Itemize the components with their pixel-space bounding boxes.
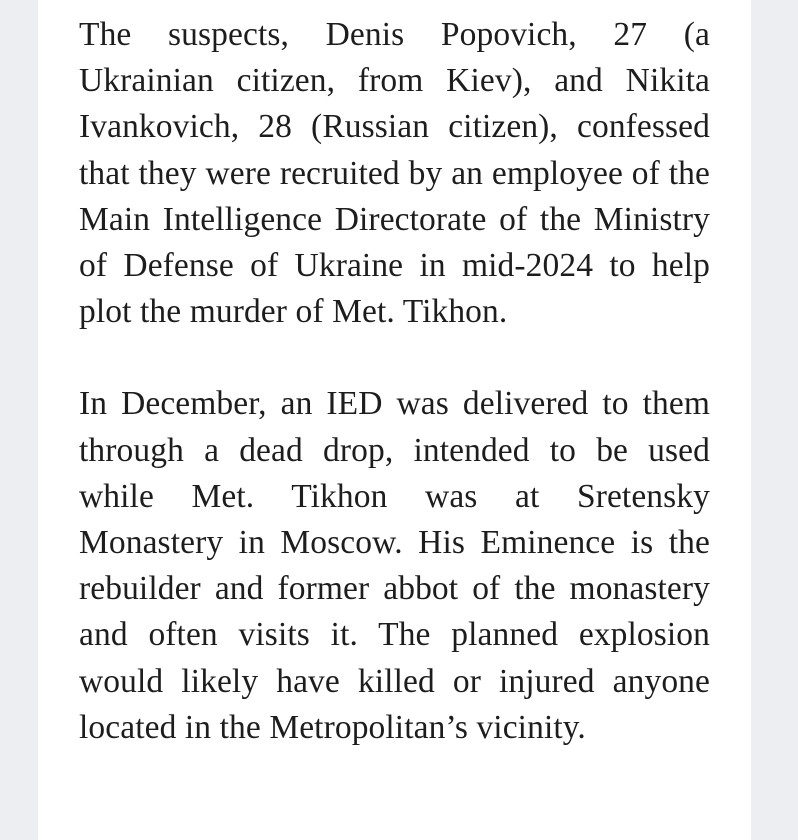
paragraph-suspects: The suspects, Denis Popovich, 27 (a Ukrainian citizen, from Kiev), and Nikita Ivankovich, 28 (Russian citizen), confessed that they were recruited by an employee of the Main Intelligence Directorate of the Ministry of Defense of Ukraine in mid-2024 to help plot the murder of Met. Tikhon.: [79, 16, 710, 331]
paragraph-ied-plot: In December, an IED was delivered to them through a dead drop, intended to be used while Met. Tikhon was at Sretensky Monastery in Moscow. His Eminence is the rebuilder and former abbot of the monastery and often visits it. The planned explosion would likely have killed or injured anyone located in the Metropolitan’s vicinity.: [79, 385, 710, 746]
document-page: [38, 0, 751, 840]
article-body: [79, 12, 710, 751]
